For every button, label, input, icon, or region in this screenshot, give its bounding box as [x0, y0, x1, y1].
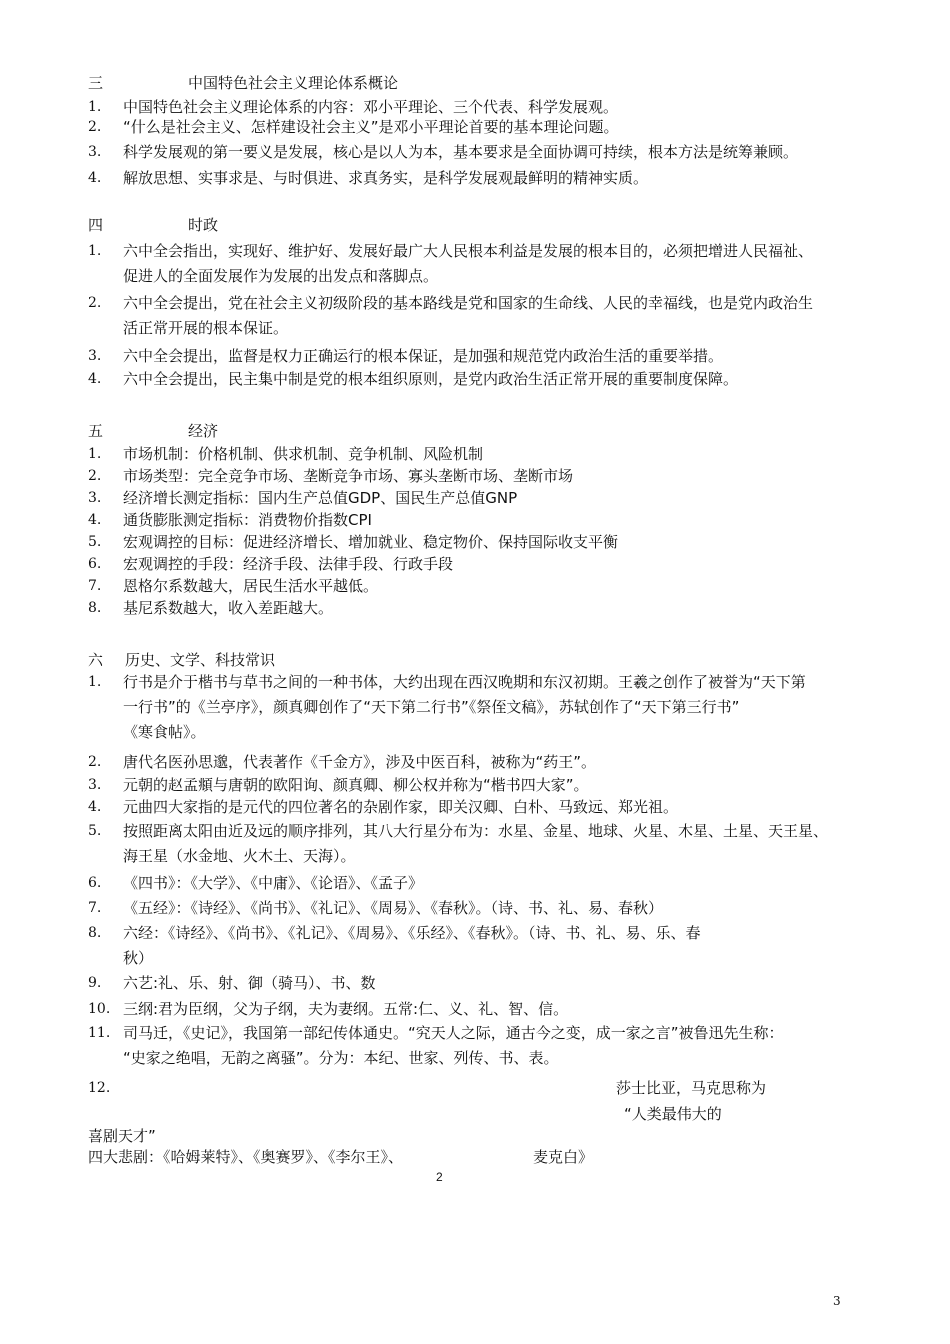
list-item-number: 5.	[88, 534, 102, 550]
section-number: 五	[88, 422, 104, 440]
list-item-text: 通货膨胀测定指标：消费物价指数CPI	[123, 511, 372, 529]
list-item-text: 市场机制：价格机制、供求机制、竞争机制、风险机制	[123, 445, 484, 463]
list-item-text: 促进人的全面发展作为发展的出发点和落脚点。	[123, 267, 439, 285]
list-item-number: 8.	[88, 600, 102, 616]
section-title: 时政	[188, 216, 219, 234]
list-item-number: 2.	[88, 119, 102, 135]
list-item-number: 2.	[88, 754, 102, 770]
list-item-number: 7.	[88, 578, 102, 594]
list-item-text: 元朝的赵孟頫与唐朝的欧阳询、颜真卿、柳公权并称为“楷书四大家”。	[123, 776, 589, 794]
list-item-text: 六中全会提出，监督是权力正确运行的根本保证，是加强和规范党内政治生活的重要举措。	[123, 347, 724, 365]
list-item-number: 5.	[88, 823, 102, 839]
list-item-number: 4.	[88, 512, 102, 528]
list-item-number: 6.	[88, 875, 102, 891]
list-item-text: 经济增长测定指标：国内生产总值GDP、国民生产总值GNP	[123, 489, 518, 507]
list-item-number: 8.	[88, 925, 102, 941]
list-item-text: 四大悲剧：《哈姆莱特》、《奥赛罗》、《李尔王》、	[88, 1148, 404, 1166]
list-item-number: 4.	[88, 371, 102, 387]
list-item-text: 秋）	[123, 949, 154, 967]
list-item-text-cut: 麦克白》	[533, 1148, 594, 1166]
list-item-number: 1.	[88, 99, 102, 115]
section-title: 历史、文学、科技常识	[125, 651, 276, 669]
list-item-text: 六中全会指出，实现好、维护好、发展好最广大人民根本利益是发展的根本目的，必须把增进人民福祉、	[123, 242, 814, 260]
list-item-text: 莎士比亚，马克思称为	[616, 1079, 767, 1097]
list-item-continuation	[88, 1146, 594, 1166]
list-item-number: 4.	[88, 170, 102, 186]
list-item-continuation: 喜剧天才”	[88, 1127, 156, 1145]
list-item-text: “什么是社会主义、怎样建设社会主义”是邓小平理论首要的基本理论问题。	[123, 118, 619, 136]
list-item-text: 一行书”的《兰亭序》，颜真卿创作了“天下第二行书”《祭侄文稿》，苏轼创作了“天下第三行书”	[123, 698, 740, 716]
list-item-text: 解放思想、实事求是、与时俱进、求真务实，是科学发展观最鲜明的精神实质。	[123, 169, 649, 187]
list-item-continuation: “人类最伟大的	[624, 1105, 722, 1123]
list-item-text: 海王星（水金地、火木土、天海）。	[123, 847, 356, 865]
list-item-text: 唐代名医孙思邈，代表著作《千金方》，涉及中医百科，被称为“药王”。	[123, 753, 597, 771]
list-item-text: 恩格尔系数越大，居民生活水平越低。	[123, 577, 379, 595]
list-item-number: 3.	[88, 348, 102, 364]
list-item-text: 中国特色社会主义理论体系的内容：邓小平理论、三个代表、科学发展观。	[123, 98, 619, 116]
page-number-outer: 3	[833, 1294, 841, 1308]
section-number: 六	[88, 651, 104, 669]
page-number-inner: 2	[436, 1170, 443, 1184]
list-item-text: 宏观调控的目标：促进经济增长、增加就业、稳定物价、保持国际收支平衡	[123, 533, 619, 551]
list-item-text: 《五经》：《诗经》、《尚书》、《礼记》、《周易》、《春秋》。（诗、书、礼、易、春秋）	[123, 899, 664, 917]
list-item-text: 六中全会提出，党在社会主义初级阶段的基本路线是党和国家的生命线、人民的幸福线，也是党内政治生	[123, 294, 814, 312]
list-item-number: 11.	[88, 1025, 111, 1041]
section-number: 四	[88, 216, 104, 234]
list-item-number: 10.	[88, 1001, 111, 1017]
list-item-number: 6.	[88, 556, 102, 572]
list-item-text: 活正常开展的根本保证。	[123, 319, 289, 337]
list-item-number: 9.	[88, 975, 102, 991]
list-item-text: 行书是介于楷书与草书之间的一种书体，大约出现在西汉晚期和东汉初期。王羲之创作了被誉为“天下第	[123, 673, 806, 691]
list-item-number: 3.	[88, 144, 102, 160]
list-item-number: 1.	[88, 446, 102, 462]
list-item-text: 基尼系数越大，收入差距越大。	[123, 599, 334, 617]
list-item-number: 7.	[88, 900, 102, 916]
list-item-number: 1.	[88, 243, 102, 259]
list-item-number: 2.	[88, 295, 102, 311]
list-item-text: 《四书》：《大学》、《中庸》、《论语》、《孟子》	[123, 874, 424, 892]
list-item-text: 司马迁，《史记》，我国第一部纪传体通史。“究天人之际，通古今之变，成一家之言”被鲁迅先生称：	[123, 1024, 784, 1042]
section-title: 中国特色社会主义理论体系概论	[188, 74, 399, 92]
list-item-number: 2.	[88, 468, 102, 484]
list-item-text: 六艺:礼、乐、射、御（骑马）、书、数	[123, 974, 376, 992]
list-item-text: 科学发展观的第一要义是发展，核心是以人为本，基本要求是全面协调可持续，根本方法是统筹兼顾。	[123, 143, 799, 161]
list-item-text: 六经：《诗经》、《尚书》、《礼记》、《周易》、《乐经》、《春秋》。（诗、书、礼、易、乐、春	[123, 924, 701, 942]
list-item-number: 4.	[88, 799, 102, 815]
list-item-number: 3.	[88, 777, 102, 793]
list-item-text: 按照距离太阳由近及远的顺序排列，其八大行星分布为：水星、金星、地球、火星、木星、土星、天王星、	[123, 822, 829, 840]
list-item-number: 1.	[88, 674, 102, 690]
list-item-text: 《寒食帖》。	[123, 723, 206, 741]
list-item-text: 六中全会提出，民主集中制是党的根本组织原则，是党内政治生活正常开展的重要制度保障。	[123, 370, 739, 388]
list-item-text: “史家之绝唱，无韵之离骚”。分为：本纪、世家、列传、书、表。	[123, 1049, 559, 1067]
list-item-text: 宏观调控的手段：经济手段、法律手段、行政手段	[123, 555, 454, 573]
list-item-text: 市场类型：完全竞争市场、垄断竞争市场、寡头垄断市场、垄断市场	[123, 467, 574, 485]
list-item-number: 3.	[88, 490, 102, 506]
list-item-number: 12.	[88, 1080, 111, 1096]
list-item-text: 元曲四大家指的是元代的四位著名的杂剧作家，即关汉卿、白朴、马致远、郑光祖。	[123, 798, 679, 816]
list-item-text: 三纲:君为臣纲，父为子纲，夫为妻纲。五常:仁、义、礼、智、信。	[123, 1000, 569, 1018]
section-number: 三	[88, 74, 104, 92]
section-title: 经济	[188, 422, 219, 440]
